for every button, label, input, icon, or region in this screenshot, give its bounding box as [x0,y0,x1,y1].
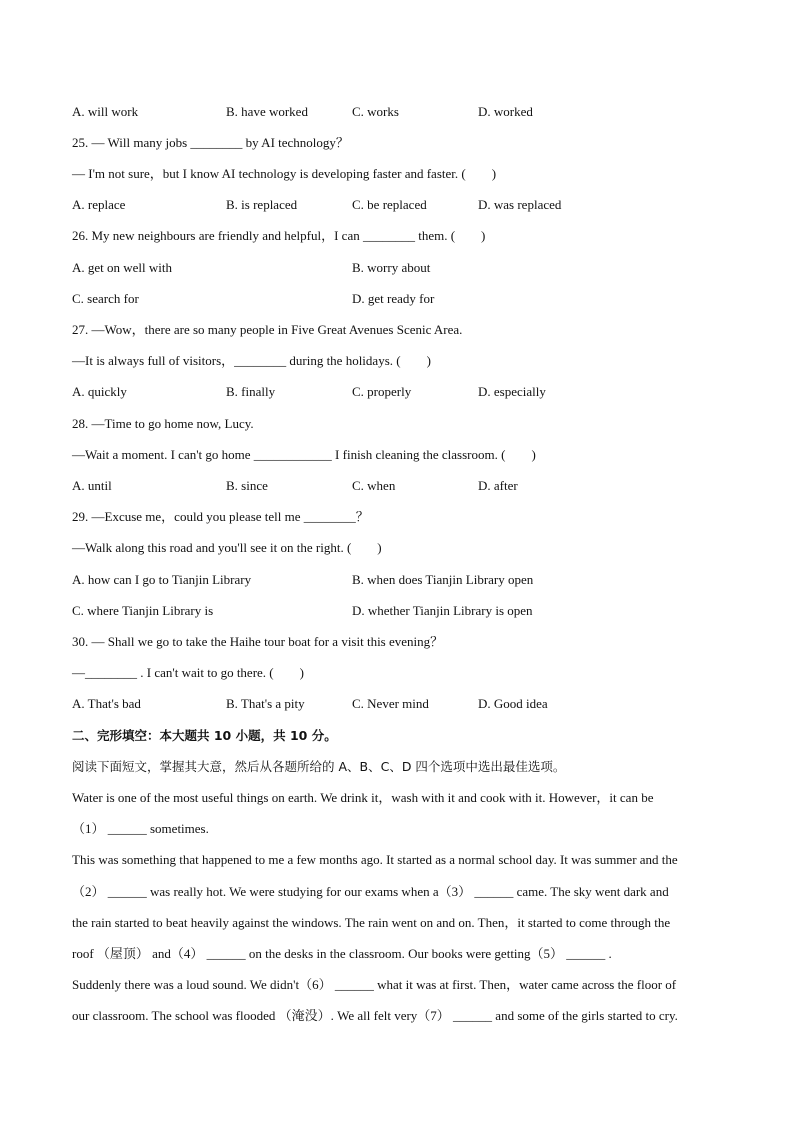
q29-option-b: B. when does Tianjin Library open [352,572,534,587]
passage-line: roof （屋顶） and（4） ______ on the desks in the classroom. Our books were getting（5） ______ . [72,946,612,961]
q24-option-c: C. works [352,104,399,119]
passage-line: （1） ______ sometimes. [72,821,209,836]
q28-option-c: C. when [352,478,396,493]
q29-option-a: A. how can I go to Tianjin Library [72,572,252,587]
q30-stem: 30. — Shall we go to take the Haihe tour boat for a visit this evening？ [72,634,444,649]
q24-option-d: D. worked [478,104,533,119]
q26-option-d: D. get ready for [352,291,435,306]
q24-option-b: B. have worked [226,104,308,119]
q28-option-d: D. after [478,478,518,493]
q29-option-d: D. whether Tianjin Library is open [352,603,533,618]
q26-option-c: C. search for [72,291,139,306]
q25-option-a: A. replace [72,197,126,212]
passage-line: the rain started to beat heavily against the windows. The rain went on and on. Then，it started to come through the [72,915,671,930]
q28-stem: 28. —Time to go home now, Lucy. [72,416,254,431]
q30-option-c: C. Never mind [352,696,429,711]
passage-line: Water is one of the most useful things on earth. We drink it，wash with it and cook with it. However，it can be [72,790,654,805]
q27-reply: —It is always full of visitors，________ during the holidays. ( ) [72,353,431,368]
q26-stem: 26. My new neighbours are friendly and helpful，I can ________ them. ( ) [72,228,486,243]
q29-reply: —Walk along this road and you'll see it on the right. ( ) [72,540,382,555]
q30-option-d: D. Good idea [478,696,548,711]
q30-option-a: A. That's bad [72,696,141,711]
q25-option-c: C. be replaced [352,197,427,212]
q27-stem: 27. —Wow，there are so many people in Five Great Avenues Scenic Area. [72,322,463,337]
q27-option-d: D. especially [478,384,546,399]
q29-stem: 29. —Excuse me，could you please tell me ________？ [72,509,369,524]
q25-reply: — I'm not sure，but I know AI technology is developing faster and faster. ( ) [72,166,497,181]
q26-option-a: A. get on well with [72,260,173,275]
passage-line: Suddenly there was a loud sound. We didn't（6） ______ what it was at first. Then，water came across the floor of [72,977,677,992]
section-heading: 二、完形填空：本大题共 10 小题，共 10 分。 [72,728,337,743]
q25-stem: 25. — Will many jobs ________ by AI technology？ [72,135,349,150]
q26-option-b: B. worry about [352,260,431,275]
passage-line: （2） ______ was really hot. We were studying for our exams when a（3） ______ came. The sky went dark and [72,884,669,899]
q27-option-b: B. finally [226,384,276,399]
q30-option-b: B. That's a pity [226,696,305,711]
q28-option-a: A. until [72,478,112,493]
q29-option-c: C. where Tianjin Library is [72,603,214,618]
q25-option-b: B. is replaced [226,197,298,212]
q27-option-c: C. properly [352,384,412,399]
q28-option-b: B. since [226,478,268,493]
passage-line: This was something that happened to me a few months ago. It started as a normal school day. It was summer and the [72,852,678,867]
passage-line: our classroom. The school was flooded （淹没）. We all felt very（7） ______ and some of the girls started to cry. [72,1008,678,1023]
q28-reply: —Wait a moment. I can't go home ____________ I finish cleaning the classroom. ( ) [72,447,536,462]
q27-option-a: A. quickly [72,384,127,399]
section-instruction: 阅读下面短文，掌握其大意，然后从各题所给的 A、B、C、D 四个选项中选出最佳选项。 [72,759,566,774]
q24-option-a: A. will work [72,104,139,119]
q25-option-d: D. was replaced [478,197,562,212]
q30-reply: —________ . I can't wait to go there. ( ) [72,665,304,680]
